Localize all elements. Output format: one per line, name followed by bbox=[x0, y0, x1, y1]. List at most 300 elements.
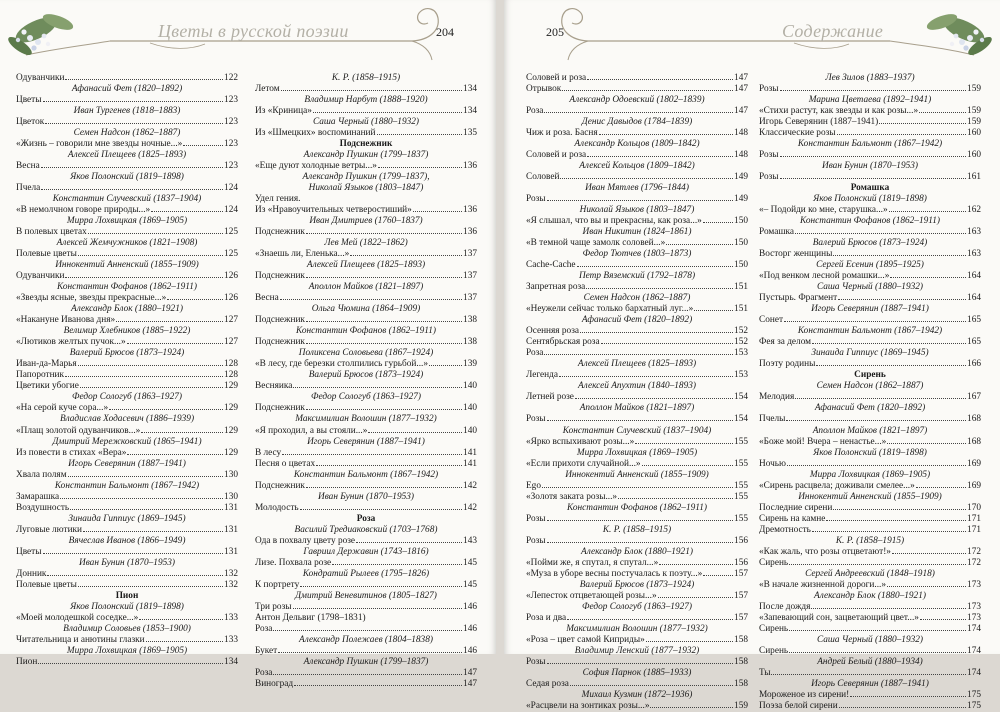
toc-entry-title: Розы bbox=[526, 414, 546, 425]
toc-author: Алексей Плещеев (1825–1893) bbox=[67, 150, 187, 161]
toc-author: Аполлон Майков (1821–1897) bbox=[579, 403, 695, 414]
toc-page-number: 154 bbox=[734, 392, 748, 403]
toc-page-number: 155 bbox=[734, 480, 748, 491]
toc-entry bbox=[759, 84, 981, 95]
toc-page-number: 130 bbox=[224, 469, 238, 480]
toc-page-number: 157 bbox=[734, 590, 748, 601]
toc-entry bbox=[16, 470, 238, 481]
toc-section-heading: Ромашка bbox=[850, 183, 890, 194]
toc-page-number: 172 bbox=[967, 557, 981, 568]
toc-page-number: 172 bbox=[967, 546, 981, 557]
toc-author: Афанасий Фет (1820–1892) bbox=[71, 84, 183, 95]
toc-page-number: 155 bbox=[734, 436, 748, 447]
toc-author: Валерий Брюсов (1873–1924) bbox=[308, 370, 424, 381]
toc-entry-title: Роза bbox=[526, 106, 544, 117]
dot-leader bbox=[780, 90, 967, 91]
dot-leader bbox=[811, 608, 966, 609]
toc-entry-title: Пчела bbox=[16, 183, 41, 194]
toc-entry-title: Сирень bbox=[759, 557, 789, 568]
dot-leader bbox=[43, 553, 224, 554]
toc-page-number: 169 bbox=[967, 458, 981, 469]
toc-entry bbox=[526, 392, 748, 403]
dot-leader bbox=[306, 487, 462, 488]
toc-entry-title: «– Подойди ко мне, старушка...» bbox=[759, 205, 888, 216]
dot-leader bbox=[65, 376, 223, 377]
toc-entry-title: Луговые лютики bbox=[16, 524, 83, 535]
toc-author: Максимилиан Волошин (1877–1932) bbox=[295, 414, 437, 425]
toc-page-number: 128 bbox=[224, 359, 238, 370]
toc-entry bbox=[526, 635, 748, 646]
dot-leader bbox=[306, 233, 462, 234]
toc-author: Дмитрий Мережковский (1865–1941) bbox=[52, 436, 202, 447]
dot-leader bbox=[890, 277, 966, 278]
dot-leader bbox=[183, 145, 223, 146]
toc-page-number: 161 bbox=[967, 172, 981, 183]
dot-leader bbox=[562, 90, 733, 91]
toc-author: Игорь Северянин (1887–1941) bbox=[307, 436, 425, 447]
toc-page-number: 157 bbox=[734, 612, 748, 623]
toc-page-number: 134 bbox=[463, 84, 477, 95]
toc-author: Саша Черный (1880–1932) bbox=[817, 634, 923, 645]
toc-author: Федор Сологуб (1863–1927) bbox=[582, 601, 692, 612]
toc-entry-title: Воздушность bbox=[16, 502, 70, 513]
toc-entry bbox=[255, 128, 477, 139]
toc-entry bbox=[255, 293, 477, 304]
toc-author: Поликсена Соловьева (1867–1924) bbox=[298, 348, 434, 359]
toc-author: Александр Пушкин (1799–1837) bbox=[303, 150, 429, 161]
toc-entry-title: Донник bbox=[16, 568, 47, 579]
toc-author: Константин Бальмонт (1867–1942) bbox=[797, 139, 943, 150]
toc-author: Федор Тютчев (1803–1873) bbox=[582, 249, 692, 260]
toc-author: Михаил Кузмин (1872–1936) bbox=[581, 689, 693, 700]
toc-author: Иван Дмитриев (1760–1837) bbox=[309, 216, 423, 227]
toc-entry bbox=[255, 381, 477, 392]
toc-entry bbox=[759, 227, 981, 238]
toc-entry bbox=[255, 448, 477, 459]
toc-page-number: 147 bbox=[734, 84, 748, 95]
dot-leader bbox=[547, 663, 734, 664]
dot-leader bbox=[293, 608, 463, 609]
dot-leader bbox=[786, 420, 966, 421]
toc-author: Вячеслав Иванов (1866–1949) bbox=[68, 535, 186, 546]
toc-author: Василий Тредиаковский (1703–1768) bbox=[294, 524, 438, 535]
toc-page-number: 159 bbox=[734, 700, 748, 711]
dot-leader bbox=[887, 586, 966, 587]
toc-entry-title: Подснежник bbox=[255, 337, 305, 348]
dot-leader bbox=[887, 443, 966, 444]
toc-entry-title: Розы bbox=[526, 513, 546, 524]
toc-entry bbox=[526, 282, 748, 293]
toc-entry bbox=[759, 580, 981, 591]
toc-entry-title: Ромашка bbox=[759, 227, 795, 238]
toc-author: Аполлон Майков (1821–1897) bbox=[308, 282, 424, 293]
toc-entry bbox=[526, 536, 748, 547]
toc-author: Валерий Брюсов (1873–1924) bbox=[812, 238, 928, 249]
toc-author: Яков Полонский (1819–1898) bbox=[813, 447, 927, 458]
toc-page-number: 170 bbox=[967, 502, 981, 513]
dot-leader bbox=[703, 575, 733, 576]
dot-leader bbox=[544, 354, 733, 355]
toc-entry bbox=[526, 591, 748, 602]
toc-entry-title: Мороженое из сирени! bbox=[759, 689, 850, 700]
dot-leader bbox=[658, 597, 733, 598]
toc-entry-title: Соловей и роза bbox=[526, 73, 587, 83]
toc-author: Семен Надсон (1862–1887) bbox=[816, 381, 924, 392]
dot-leader bbox=[378, 167, 462, 168]
dot-leader bbox=[306, 343, 462, 344]
toc-author: Марина Цветаева (1892–1941) bbox=[808, 95, 932, 106]
toc-page-number: 156 bbox=[734, 557, 748, 568]
toc-entry bbox=[759, 437, 981, 448]
toc-entry bbox=[16, 613, 238, 624]
toc-entry bbox=[255, 536, 477, 547]
toc-author: Алексей Кольцов (1809–1842) bbox=[579, 161, 695, 172]
toc-entry bbox=[759, 602, 981, 613]
toc-author: Константин Фофанов (1862–1911) bbox=[800, 216, 940, 227]
dot-leader bbox=[889, 211, 966, 212]
dot-leader bbox=[837, 134, 967, 135]
toc-entry-title: «Я проходил, а вы стояли...» bbox=[255, 425, 368, 436]
toc-entry-title: Сентябрьская роза bbox=[526, 337, 600, 348]
toc-page-number: 149 bbox=[734, 172, 748, 183]
toc-entry-title: Дремотность bbox=[759, 524, 811, 535]
toc-page-number: 140 bbox=[463, 425, 477, 436]
toc-page-number: 174 bbox=[967, 623, 981, 634]
toc-entry bbox=[16, 359, 238, 370]
toc-entry-title: Мелодия bbox=[759, 392, 795, 403]
dot-leader bbox=[80, 387, 223, 388]
dot-leader bbox=[547, 520, 734, 521]
toc-author: Валерий Брюсов (1873–1924) bbox=[579, 579, 695, 590]
page-number: 205 bbox=[546, 25, 564, 39]
toc-author: Мирра Лохвицкая (1869–1905) bbox=[576, 447, 698, 458]
toc-entry bbox=[16, 503, 238, 514]
toc-author: Дмитрий Веневитинов (1805–1827) bbox=[295, 590, 437, 601]
toc-entry bbox=[759, 459, 981, 470]
dot-leader bbox=[70, 509, 223, 510]
toc-author: Денис Давыдов (1784–1839) bbox=[581, 117, 693, 128]
toc-entry-title: Молодость bbox=[255, 502, 299, 513]
toc-author: Алексей Плещеев (1825–1893) bbox=[306, 260, 426, 271]
toc-entry-title: Подснежник bbox=[255, 227, 305, 238]
toc-entry bbox=[255, 161, 477, 172]
toc-entry bbox=[759, 392, 981, 403]
toc-entry-title: В полевых цветах bbox=[16, 227, 87, 238]
toc-entry bbox=[16, 547, 238, 558]
toc-author: Александр Кольцов (1809–1842) bbox=[574, 139, 700, 150]
toc-entry-title: «Расцвели на зонтиках розы...» bbox=[526, 700, 650, 711]
toc-entry-title: Одуванчики bbox=[16, 271, 65, 282]
toc-author: Иван Бунин (1870–1953) bbox=[318, 491, 414, 502]
dot-leader bbox=[43, 101, 224, 102]
toc-page-number: 167 bbox=[967, 392, 981, 403]
toc-entry-title: «Лепесток отцветающей розы...» bbox=[526, 590, 657, 601]
dot-leader bbox=[833, 509, 966, 510]
toc-page-number: 171 bbox=[967, 513, 981, 524]
toc-entry bbox=[759, 514, 981, 525]
toc-entry-title: «Роза – цвет самой Киприды» bbox=[526, 634, 645, 645]
dot-leader bbox=[567, 619, 733, 620]
toc-author: Алексей Жемчужников (1821–1908) bbox=[56, 238, 198, 249]
toc-entry bbox=[526, 326, 748, 337]
toc-page-number: 141 bbox=[463, 458, 477, 469]
toc-entry-title: Сирень bbox=[759, 645, 789, 656]
toc-entry-title: Роза bbox=[255, 667, 273, 678]
toc-entry-title: «Знаешь ли, Еленька...» bbox=[255, 249, 350, 260]
dot-leader bbox=[780, 178, 967, 179]
toc-author: Владислав Ходасевич (1886–1939) bbox=[59, 414, 195, 425]
toc-entry-title: Поэту родины bbox=[759, 359, 816, 370]
dot-leader bbox=[350, 255, 462, 256]
toc-page-number: 131 bbox=[224, 524, 238, 535]
toc-entry bbox=[759, 613, 981, 624]
toc-page-number: 135 bbox=[463, 128, 477, 139]
toc-entry-title: «На серой кучe сора...» bbox=[16, 403, 109, 414]
toc-page-number: 163 bbox=[967, 249, 981, 260]
dot-leader bbox=[826, 520, 966, 521]
toc-entry-title: Цветы bbox=[16, 546, 42, 557]
toc-entry-title: Весна bbox=[16, 161, 40, 172]
toc-entry bbox=[255, 315, 477, 326]
toc-author: Андрей Белый (1880–1934) bbox=[817, 656, 923, 667]
toc-entry bbox=[526, 216, 748, 227]
toc-entry-title: Чиж и роза. Басня bbox=[526, 128, 598, 139]
dot-leader bbox=[300, 509, 462, 510]
toc-entry-title: Ты bbox=[759, 667, 771, 678]
toc-page-number: 158 bbox=[734, 678, 748, 689]
toc-entry bbox=[255, 679, 477, 690]
toc-page-number: 150 bbox=[734, 216, 748, 227]
toc-page-number: 134 bbox=[224, 656, 238, 667]
toc-author: Иван Бунин (1870–1953) bbox=[79, 557, 175, 568]
dot-leader bbox=[547, 200, 734, 201]
toc-author: К. Р. (1858–1915) bbox=[835, 535, 905, 546]
dot-leader bbox=[68, 476, 223, 477]
toc-entry-title: Летом bbox=[255, 84, 280, 95]
toc-entry bbox=[16, 139, 238, 150]
toc-author: Лев Зилов (1883–1937) bbox=[825, 73, 915, 83]
toc-page-number: 129 bbox=[224, 425, 238, 436]
toc-entry-title: Розы bbox=[526, 535, 546, 546]
toc-entry-title: Подснежник bbox=[255, 480, 305, 491]
toc-author: Саша Черный (1880–1932) bbox=[313, 117, 419, 128]
toc-column bbox=[255, 73, 477, 690]
toc-page-number: 133 bbox=[224, 612, 238, 623]
toc-author: Константин Фофанов (1862–1911) bbox=[296, 326, 436, 337]
toc-entry bbox=[759, 525, 981, 536]
toc-entry-title: Розы bbox=[759, 150, 779, 161]
toc-entry-title: Сирень на камне bbox=[759, 513, 826, 524]
toc-entry bbox=[759, 106, 981, 117]
toc-page-number: 146 bbox=[463, 623, 477, 634]
toc-entry-title: К портрету bbox=[255, 579, 300, 590]
dot-leader bbox=[646, 641, 733, 642]
toc-entry-title: Отрывок bbox=[526, 84, 562, 95]
toc-page-number: 143 bbox=[463, 535, 477, 546]
toc-column bbox=[16, 73, 238, 668]
toc-entry bbox=[526, 337, 748, 348]
toc-author: Игорь Северянин (1887–1941) bbox=[68, 458, 186, 469]
dot-leader bbox=[41, 167, 223, 168]
toc-author: Константин Случевский (1837–1904) bbox=[52, 194, 202, 205]
toc-page-number: 149 bbox=[734, 194, 748, 205]
toc-page-number: 124 bbox=[224, 183, 238, 194]
toc-entry-title: Замарашка bbox=[16, 491, 60, 502]
toc-page-number: 173 bbox=[967, 579, 981, 590]
dot-leader bbox=[850, 696, 966, 697]
toc-page-number: 175 bbox=[967, 689, 981, 700]
toc-page-number: 129 bbox=[224, 381, 238, 392]
toc-page-number: 137 bbox=[463, 271, 477, 282]
toc-entry-title: «Неужели сейчас только бархатный луг...» bbox=[526, 304, 694, 315]
dot-leader bbox=[282, 454, 462, 455]
dot-leader bbox=[116, 321, 223, 322]
toc-page-number: 132 bbox=[224, 568, 238, 579]
toc-entry-title: «Жизнь – говорили мне звезды ночные...» bbox=[16, 139, 183, 150]
toc-entry-title: Подснежник bbox=[255, 315, 305, 326]
toc-entry bbox=[526, 437, 748, 448]
toc-entry-title: Последние сирени bbox=[759, 502, 833, 513]
toc-page-number: 131 bbox=[224, 546, 238, 557]
toc-entry-title: «Боже мой! Вчера – ненастье...» bbox=[759, 436, 887, 447]
toc-entry-title: Папоротник bbox=[16, 370, 65, 381]
dot-leader bbox=[560, 178, 733, 179]
toc-page-number: 169 bbox=[967, 480, 981, 491]
toc-author: Мирра Лохвицкая (1869–1905) bbox=[809, 469, 931, 480]
toc-entry bbox=[759, 271, 981, 282]
dot-leader bbox=[787, 465, 966, 466]
toc-entry bbox=[255, 337, 477, 348]
toc-entry-title: «В темной чаще замолк соловей...» bbox=[526, 238, 666, 249]
toc-entry bbox=[255, 580, 477, 591]
toc-author: София Парнок (1885–1933) bbox=[582, 667, 692, 678]
dot-leader bbox=[575, 398, 733, 399]
dot-leader bbox=[694, 310, 733, 311]
toc-entry-title: Цветок bbox=[16, 117, 45, 128]
toc-page-number: 159 bbox=[967, 84, 981, 95]
toc-entry bbox=[759, 414, 981, 425]
dot-leader bbox=[280, 299, 462, 300]
dot-leader bbox=[127, 454, 223, 455]
dot-leader bbox=[703, 222, 733, 223]
dot-leader bbox=[570, 685, 733, 686]
toc-author: Александр Одоевский (1802–1839) bbox=[569, 95, 705, 106]
dot-leader bbox=[577, 266, 733, 267]
toc-author: Велимир Хлебников (1885–1922) bbox=[63, 326, 191, 337]
toc-entry-title: Из «Криница» bbox=[255, 106, 312, 117]
toc-entry-title: Поэза белой сирени bbox=[759, 700, 838, 711]
toc-entry bbox=[526, 459, 748, 470]
dot-leader bbox=[839, 707, 966, 708]
toc-page-number: 155 bbox=[734, 491, 748, 502]
toc-page-number: 142 bbox=[463, 502, 477, 513]
toc-entry-title: Соловей и роза bbox=[526, 150, 587, 161]
toc-entry bbox=[16, 370, 238, 381]
toc-page-number: 124 bbox=[224, 205, 238, 216]
toc-page-number: 129 bbox=[224, 447, 238, 458]
toc-page-number: 159 bbox=[967, 106, 981, 117]
toc-author: Максимилиан Волошин (1877–1932) bbox=[566, 623, 708, 634]
dot-leader bbox=[795, 398, 966, 399]
dot-leader bbox=[587, 156, 733, 157]
toc-entry-title: Из «Нравоучительных четверостиший» bbox=[255, 205, 412, 216]
toc-entry-title: Лизе. Похвала розе bbox=[255, 557, 332, 568]
toc-page-number: 125 bbox=[224, 227, 238, 238]
dot-leader bbox=[920, 619, 966, 620]
toc-page-number: 123 bbox=[224, 139, 238, 150]
toc-entry-title: Роза bbox=[526, 348, 544, 359]
dot-leader bbox=[300, 586, 462, 587]
toc-entry-title: «Золотя заката розы...» bbox=[526, 491, 618, 502]
toc-entry bbox=[526, 194, 748, 205]
toc-entry bbox=[16, 635, 238, 646]
toc-entry bbox=[526, 558, 748, 569]
toc-author: Александр Пушкин (1799–1837), bbox=[302, 172, 430, 183]
toc-author: Иван Мятлев (1796–1844) bbox=[585, 183, 689, 194]
toc-entry-title: Пустырь. Фрагмент bbox=[759, 293, 838, 304]
toc-page-number: 155 bbox=[734, 458, 748, 469]
toc-entry-title: Хвала полям bbox=[16, 469, 67, 480]
toc-entry-title: Полевые цветы bbox=[16, 579, 77, 590]
dot-leader bbox=[879, 123, 966, 124]
dot-leader bbox=[281, 90, 462, 91]
toc-author: Алексей Плещеев (1825–1893) bbox=[577, 359, 697, 370]
toc-entry-title: Иван-да-Марья bbox=[16, 359, 77, 370]
toc-entry bbox=[255, 271, 477, 282]
toc-entry bbox=[526, 657, 748, 668]
dot-leader bbox=[332, 564, 462, 565]
dot-leader bbox=[816, 365, 966, 366]
dot-leader bbox=[78, 255, 223, 256]
toc-entry bbox=[759, 558, 981, 569]
toc-entry bbox=[16, 492, 238, 503]
toc-page-number: 147 bbox=[734, 73, 748, 83]
toc-entry bbox=[526, 150, 748, 161]
running-title: Цветы в русской поэзии bbox=[158, 21, 349, 41]
toc-entry bbox=[16, 249, 238, 260]
toc-author: Иван Никитин (1824–1861) bbox=[582, 227, 692, 238]
toc-entry bbox=[759, 624, 981, 635]
toc-entry bbox=[16, 161, 238, 172]
toc-page-number: 146 bbox=[463, 601, 477, 612]
toc-author: Афанасий Фет (1820–1892) bbox=[581, 315, 693, 326]
toc-author: Константин Случевский (1837–1904) bbox=[562, 425, 712, 436]
toc-entry-title: Песня о цветах bbox=[255, 458, 316, 469]
toc-entry bbox=[526, 514, 748, 525]
toc-page-number: 136 bbox=[463, 161, 477, 172]
dot-leader bbox=[45, 123, 223, 124]
toc-author: К. Р. (1858–1915) bbox=[602, 524, 672, 535]
toc-entry-title: Розы bbox=[759, 84, 779, 95]
toc-entry-title: «В лесу, где березки столпились гурьбой...» bbox=[255, 359, 428, 370]
toc-entry-title: «Сирень расцвела; доживали смелее...» bbox=[759, 480, 915, 491]
toc-entry bbox=[759, 503, 981, 514]
toc-entry-title: Полевые цветы bbox=[16, 249, 77, 260]
dot-leader bbox=[41, 189, 223, 190]
toc-page-number: 155 bbox=[734, 513, 748, 524]
toc-author: Константин Бальмонт (1867–1942) bbox=[293, 469, 439, 480]
toc-entry-title: Ода в похвалу цвету розе bbox=[255, 535, 356, 546]
toc-entry-title: Удел гения. bbox=[255, 194, 301, 205]
toc-entry bbox=[526, 260, 748, 271]
toc-author: Александр Блок (1880–1921) bbox=[581, 546, 693, 557]
toc-entry-title: В лесу bbox=[255, 447, 282, 458]
toc-author: Игорь Северянин (1887–1941) bbox=[811, 678, 929, 689]
toc-entry-title: Роза bbox=[255, 623, 273, 634]
toc-author: Иннокентий Анненский (1855–1909) bbox=[55, 260, 199, 271]
toc-author: Зинаида Гиппиус (1869–1945) bbox=[811, 348, 929, 359]
toc-entry bbox=[255, 602, 477, 613]
